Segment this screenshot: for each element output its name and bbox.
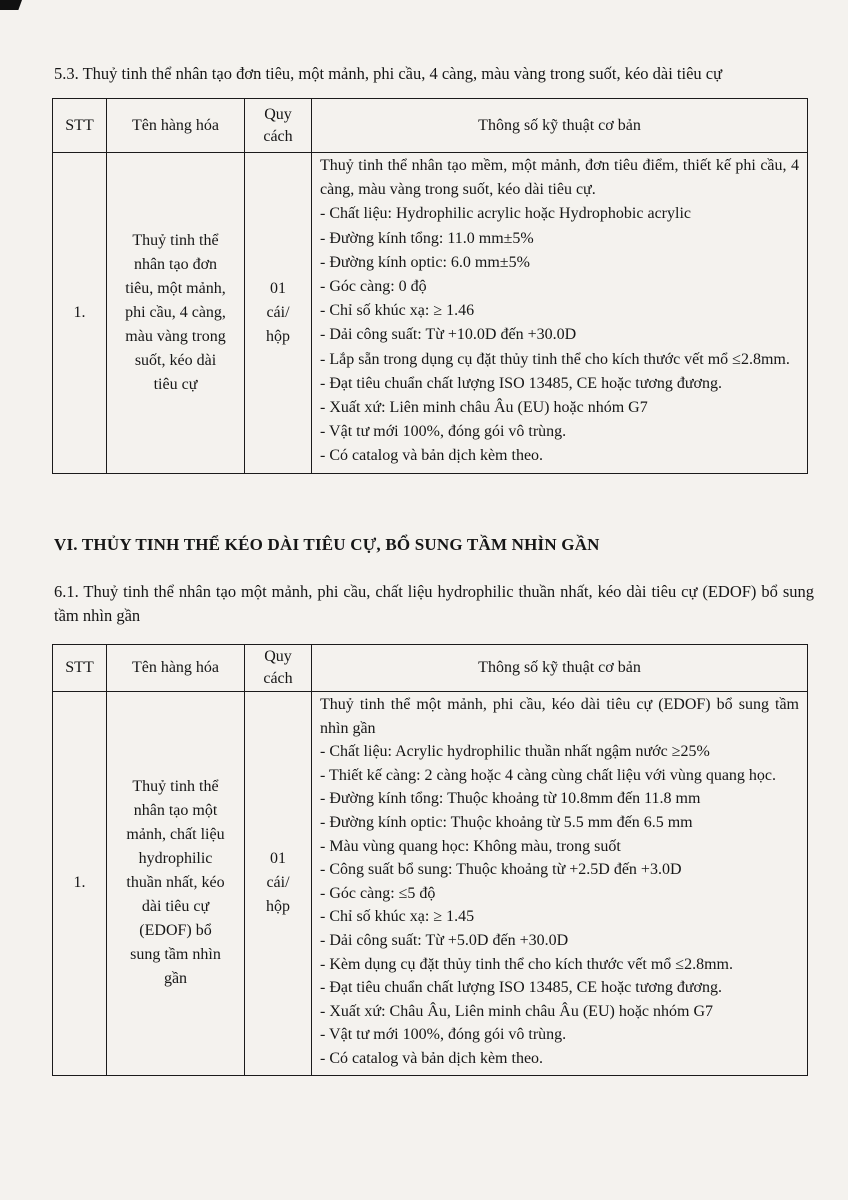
spec-line: - Xuất xứ: Liên minh châu Âu (EU) hoặc nhóm G7 — [320, 399, 648, 417]
row-name — [107, 692, 245, 1076]
spec-line: - Công suất bổ sung: Thuộc khoảng từ +2.5D đến +3.0D — [320, 861, 682, 879]
spec-line: - Đường kính optic: Thuộc khoảng từ 5.5 mm đến 6.5 mm — [320, 813, 693, 831]
spec-line: - Chỉ số khúc xạ: ≥ 1.45 — [320, 908, 475, 926]
row-stt: 1. — [53, 153, 107, 474]
row-spec — [312, 153, 808, 474]
spec-line: - Chất liệu: Acrylic hydrophilic thuần nhất ngậm nước ≥25% — [320, 743, 710, 761]
qc-line: 01 — [270, 279, 286, 297]
spec-line: - Có catalog và bản dịch kèm theo. — [320, 447, 544, 465]
spec-line: - Dải công suất: Từ +5.0D đến +30.0D — [320, 931, 569, 949]
name-line: tiêu, một mảnh, — [125, 279, 226, 297]
qc-line: cái/ — [266, 303, 290, 321]
spec-line: - Vật tư mới 100%, đóng gói vô trùng. — [320, 423, 567, 441]
spec-line: - Góc càng: 0 độ — [320, 278, 427, 296]
header-qc — [245, 99, 312, 153]
name-line: dài tiêu cự — [141, 898, 210, 916]
spec-table-6-1 — [52, 644, 808, 1076]
name-line: hydrophilic — [138, 850, 213, 868]
header-name: Tên hàng hóa — [107, 99, 245, 153]
name-line: phi cầu, 4 càng, — [125, 303, 226, 321]
spec-line: - Chỉ số khúc xạ: ≥ 1.46 — [320, 302, 475, 320]
spec-line: - Chất liệu: Hydrophilic acrylic hoặc Hydrophobic acrylic — [320, 205, 691, 223]
table-header-row — [53, 99, 808, 153]
spec-line: - Đạt tiêu chuẩn chất lượng ISO 13485, CE hoặc tương đương. — [320, 979, 722, 997]
spec-line: - Đường kính optic: 6.0 mm±5% — [320, 253, 530, 271]
header-spec: Thông số kỹ thuật cơ bản — [312, 99, 808, 153]
qc-line: cái/ — [266, 874, 290, 892]
name-line: suốt, kéo dài — [134, 351, 217, 369]
spec-line: - Kèm dụng cụ đặt thủy tinh thể cho kích thước vết mổ ≤2.8mm. — [320, 955, 733, 973]
header-name: Tên hàng hóa — [107, 645, 245, 692]
name-line: màu vàng trong — [125, 327, 226, 345]
row-name — [107, 153, 245, 474]
header-qc-label: Quy cách — [263, 648, 293, 687]
spec-line: - Lắp sẵn trong dụng cụ đặt thủy tinh thể cho kích thước vết mổ ≤2.8mm. — [320, 350, 790, 368]
spec-line: - Dải công suất: Từ +10.0D đến +30.0D — [320, 326, 577, 344]
table-row — [53, 692, 808, 1076]
table-row — [53, 153, 808, 474]
section-6-1-heading: 6.1. Thuỷ tinh thể nhân tạo một mảnh, phi cầu, chất liệu hydrophilic thuần nhất, kéo dài tiêu cự (EDOF) bổ sung tầm nhìn gần — [54, 582, 814, 625]
spec-line: Thuỷ tinh thể một mảnh, phi cầu, kéo dài tiêu cự (EDOF) bổ sung tầm nhìn gần — [320, 696, 799, 737]
name-line: gần — [163, 970, 188, 988]
name-line: nhân tạo một — [133, 802, 218, 820]
spec-line: - Đường kính tổng: 11.0 mm±5% — [320, 229, 534, 247]
name-line: mảnh, chất liệu — [126, 826, 225, 844]
spec-line: - Có catalog và bản dịch kèm theo. — [320, 1049, 544, 1067]
spec-line: Thuỷ tinh thể nhân tạo mềm, một mảnh, đơn tiêu điểm, thiết kế phi cầu, 4 càng, màu vàng trong suốt, kéo dài tiêu cự. — [320, 157, 799, 199]
row-qc — [245, 153, 312, 474]
name-line: nhân tạo đơn — [133, 255, 218, 273]
qc-line: 01 — [270, 850, 286, 868]
name-line: tiêu cự — [153, 375, 198, 393]
table-header-row — [53, 645, 808, 692]
spec-line: - Xuất xứ: Châu Âu, Liên minh châu Âu (EU) hoặc nhóm G7 — [320, 1002, 714, 1020]
spec-line: - Góc càng: ≤5 độ — [320, 884, 436, 902]
name-line: thuần nhất, kéo — [126, 874, 225, 892]
name-line: sung tầm nhìn — [130, 946, 221, 964]
spec-line: - Vật tư mới 100%, đóng gói vô trùng. — [320, 1026, 567, 1044]
header-qc — [245, 645, 312, 692]
spec-line: - Màu vùng quang học: Không màu, trong suốt — [320, 837, 621, 855]
row-qc — [245, 692, 312, 1076]
name-line: (EDOF) bổ — [139, 922, 212, 940]
spec-line: - Đạt tiêu chuẩn chất lượng ISO 13485, CE hoặc tương đương. — [320, 374, 722, 392]
header-stt: STT — [53, 645, 107, 692]
name-line: Thuỷ tinh thể — [132, 778, 219, 796]
spec-line: - Đường kính tổng: Thuộc khoảng từ 10.8mm đến 11.8 mm — [320, 790, 701, 808]
spec-table-5-3 — [52, 98, 808, 474]
qc-line: hộp — [266, 898, 290, 916]
corner-scan-mark — [0, 0, 22, 10]
row-spec — [312, 692, 808, 1076]
name-line: Thuỷ tinh thể — [132, 231, 219, 249]
row-stt: 1. — [53, 692, 107, 1076]
header-stt: STT — [53, 99, 107, 153]
qc-line: hộp — [266, 327, 290, 345]
section-vi-heading: VI. THỦY TINH THỂ KÉO DÀI TIÊU CỰ, BỔ SUNG TẦM NHÌN GẦN — [54, 535, 600, 554]
spec-line: - Thiết kế càng: 2 càng hoặc 4 càng cùng chất liệu với vùng quang học. — [320, 766, 777, 784]
section-5-3-heading: 5.3. Thuỷ tinh thể nhân tạo đơn tiêu, một mảnh, phi cầu, 4 càng, màu vàng trong suốt, kéo dài tiêu cự — [54, 64, 723, 83]
header-qc-label: Quy cách — [263, 105, 293, 145]
header-spec: Thông số kỹ thuật cơ bản — [312, 645, 808, 692]
